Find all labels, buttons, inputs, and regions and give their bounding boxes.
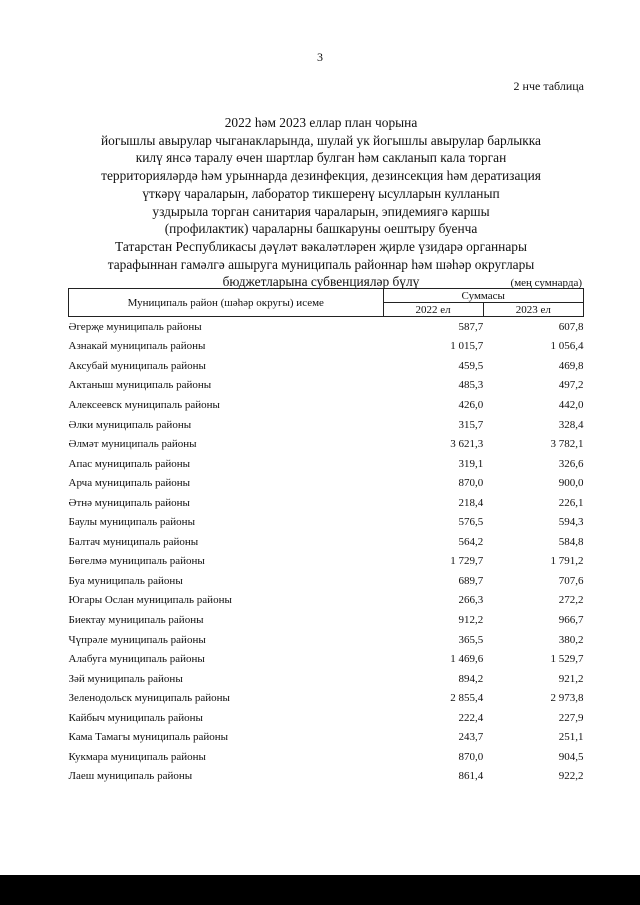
value-2022: 485,3 — [458, 379, 484, 392]
value-2022: 576,5 — [458, 516, 484, 529]
table-row — [69, 454, 584, 474]
title-line: бюджетларына субвенцияләр бүлү — [222, 274, 420, 290]
header-2023: 2023 ел — [483, 303, 583, 317]
value-2022: 459,5 — [458, 359, 484, 372]
title-line: Татарстан Республикасы дәүләт вәкаләтләрен җирле үзидарә органнары — [115, 238, 527, 254]
document-title — [60, 114, 582, 291]
header-municipality: Муниципаль район (шәһәр округы) исеме — [69, 289, 384, 317]
municipality-name: Зәй муниципаль районы — [68, 672, 183, 685]
table-label: 2 нче таблица — [513, 79, 584, 93]
table-row — [69, 415, 584, 435]
table-row — [69, 649, 584, 669]
value-2022: 266,3 — [458, 594, 484, 607]
value-2023: 226,1 — [558, 496, 584, 509]
value-2023: 607,8 — [558, 320, 584, 333]
header-2022: 2022 ел — [383, 303, 483, 317]
table-row — [69, 610, 584, 630]
value-2023: 1 056,4 — [550, 340, 584, 353]
table-header-row — [69, 289, 584, 303]
value-2022: 894,2 — [458, 672, 484, 685]
municipality-name: Әлмәт муниципаль районы — [68, 438, 197, 451]
value-2023: 469,8 — [558, 359, 584, 372]
value-2022: 426,0 — [458, 398, 484, 411]
value-2022: 218,4 — [458, 496, 484, 509]
table-row — [69, 669, 584, 689]
title-line: территорияләрдә һәм урыннарда дезинфекция, дезинсекция һәм дератизация — [101, 168, 541, 184]
value-2023: 1 791,2 — [550, 555, 584, 568]
value-2022: 1 729,7 — [450, 555, 484, 568]
value-2022: 870,0 — [458, 750, 484, 763]
value-2023: 251,1 — [558, 731, 584, 744]
value-2023: 497,2 — [558, 379, 584, 392]
value-2023: 380,2 — [558, 633, 584, 646]
municipality-name: Кама Тамагы муниципаль районы — [68, 731, 229, 744]
title-line: килү янсә таралу өчен шартлар булган һәм сакланып кала торган — [135, 150, 507, 166]
value-2023: 584,8 — [558, 535, 584, 548]
value-2022: 243,7 — [458, 731, 484, 744]
value-2023: 966,7 — [558, 613, 584, 626]
table-row — [69, 512, 584, 532]
value-2022: 319,1 — [458, 457, 484, 470]
table-row — [69, 571, 584, 591]
municipality-name: Зеленодольск муниципаль районы — [68, 692, 230, 705]
value-2022: 1 015,7 — [450, 340, 484, 353]
table-row — [69, 591, 584, 611]
value-2022: 912,2 — [458, 613, 484, 626]
value-2022: 365,5 — [458, 633, 484, 646]
municipality-name: Алексеевск муниципаль районы — [68, 398, 220, 411]
table-row — [69, 552, 584, 572]
scan-border — [0, 875, 640, 905]
table-row — [69, 395, 584, 415]
table-row — [69, 767, 584, 787]
value-2023: 2 973,8 — [550, 692, 584, 705]
table-row — [69, 727, 584, 747]
subvention-table — [68, 288, 584, 786]
table-row — [69, 493, 584, 513]
municipality-name: Бөгелмә муниципаль районы — [68, 555, 205, 568]
municipality-name: Аксубай муниципаль районы — [68, 359, 206, 372]
table-row — [69, 317, 584, 337]
municipality-name: Лаеш муниципаль районы — [68, 770, 193, 783]
value-2023: 594,3 — [558, 516, 584, 529]
table-row — [69, 376, 584, 396]
value-2022: 1 469,6 — [450, 653, 484, 666]
page-number: 3 — [317, 50, 323, 64]
units-note: (мең сумнарда) — [510, 277, 582, 289]
municipality-name: Азнакай муниципаль районы — [68, 340, 206, 353]
title-line: уздырыла торган санитария чараларын, эпидемиягә каршы — [152, 203, 490, 219]
municipality-name: Әлки муниципаль районы — [68, 418, 192, 431]
title-line: (профилактик) чараларны башкаруны оештыру буенча — [164, 221, 478, 237]
table-row — [69, 356, 584, 376]
title-line: үткәрү чараларын, лаборатор тикшеренү ысулларын кулланып — [142, 185, 500, 201]
value-2023: 326,6 — [558, 457, 584, 470]
title-line: 2022 һәм 2023 еллар план чорына — [224, 115, 418, 130]
municipality-name: Биектау муниципаль районы — [68, 613, 204, 626]
title-line: тарафыннан гамәлгә ашыруга муниципаль районнар һәм шәһәр округлары — [107, 256, 535, 272]
table-row — [69, 630, 584, 650]
municipality-name: Арча муниципаль районы — [68, 477, 191, 490]
header-sum: Суммасы — [383, 289, 584, 303]
value-2022: 3 621,3 — [450, 438, 484, 451]
value-2022: 564,2 — [458, 535, 484, 548]
municipality-name: Кайбыч муниципаль районы — [68, 711, 203, 724]
value-2022: 2 855,4 — [450, 692, 484, 705]
value-2022: 587,7 — [458, 320, 484, 333]
value-2023: 922,2 — [558, 770, 584, 783]
value-2022: 222,4 — [458, 711, 484, 724]
table-row — [69, 708, 584, 728]
table-row — [69, 747, 584, 767]
title-line: йогышлы авырулар чыганакларында, шулай ук йогышлы авырулар барлыкка — [100, 132, 542, 148]
value-2023: 921,2 — [558, 672, 584, 685]
value-2023: 227,9 — [558, 711, 584, 724]
table-row — [69, 337, 584, 357]
municipality-name: Алабуга муниципаль районы — [68, 653, 205, 666]
table-row — [69, 473, 584, 493]
table-body — [69, 317, 584, 787]
value-2023: 272,2 — [558, 594, 584, 607]
value-2023: 328,4 — [558, 418, 584, 431]
value-2023: 707,6 — [558, 574, 584, 587]
table-row — [69, 688, 584, 708]
value-2022: 870,0 — [458, 477, 484, 490]
municipality-name: Әтнә муниципаль районы — [68, 496, 190, 509]
value-2023: 904,5 — [558, 750, 584, 763]
municipality-name: Балтач муниципаль районы — [68, 535, 199, 548]
table-row — [69, 434, 584, 454]
table-row — [69, 532, 584, 552]
value-2023: 3 782,1 — [550, 438, 584, 451]
municipality-name: Апас муниципаль районы — [68, 457, 191, 470]
municipality-name: Буа муниципаль районы — [68, 574, 183, 587]
value-2022: 689,7 — [458, 574, 484, 587]
value-2023: 442,0 — [558, 398, 584, 411]
municipality-name: Югары Ослан муниципаль районы — [68, 594, 232, 607]
municipality-name: Чүпрәле муниципаль районы — [68, 633, 206, 646]
municipality-name: Әгерҗе муниципаль районы — [68, 320, 202, 333]
value-2022: 861,4 — [458, 770, 484, 783]
value-2022: 315,7 — [458, 418, 484, 431]
value-2023: 900,0 — [558, 477, 584, 490]
municipality-name: Баулы муниципаль районы — [68, 516, 195, 529]
municipality-name: Актаныш муниципаль районы — [68, 379, 212, 392]
municipality-name: Кукмара муниципаль районы — [68, 750, 206, 763]
value-2023: 1 529,7 — [550, 653, 584, 666]
